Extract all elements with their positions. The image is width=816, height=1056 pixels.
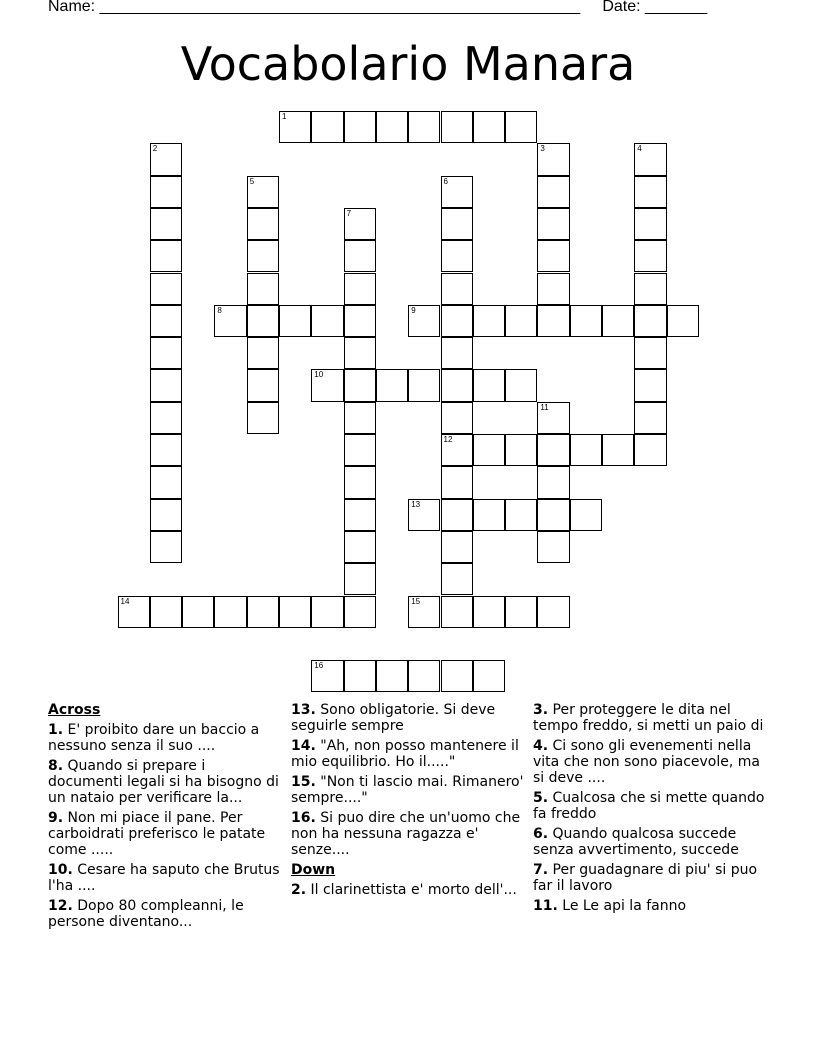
grid-cell[interactable] xyxy=(118,596,150,628)
clue-text: Cualcosa che si mette quando fa freddo xyxy=(533,790,765,822)
clue-item xyxy=(533,898,769,914)
clue-item xyxy=(291,810,527,858)
grid-cell[interactable] xyxy=(150,176,182,208)
grid-cell[interactable] xyxy=(279,111,311,143)
grid-cell[interactable] xyxy=(634,208,666,240)
grid-cell[interactable] xyxy=(247,337,279,369)
grid-cell[interactable] xyxy=(344,305,376,337)
grid-cell[interactable] xyxy=(441,434,473,466)
clue-item xyxy=(291,702,527,734)
grid-cell[interactable] xyxy=(150,337,182,369)
grid-cell[interactable] xyxy=(344,369,376,401)
clue-text: Si puo dire che un'uomo che non ha nessuna ragazza e' senze.... xyxy=(291,810,521,858)
clue-text: "Non ti lascio mai. Rimanero' sempre...." xyxy=(291,774,524,806)
grid-cell[interactable] xyxy=(441,499,473,531)
cell-number: 5 xyxy=(249,176,255,186)
grid-cell[interactable] xyxy=(311,305,343,337)
grid-cell[interactable] xyxy=(537,143,569,175)
grid-cell[interactable] xyxy=(537,208,569,240)
grid-cell[interactable] xyxy=(505,111,537,143)
clue-number: 16. xyxy=(291,810,316,826)
clue-item xyxy=(291,882,527,898)
clue-item xyxy=(533,826,769,858)
cell-number: 10 xyxy=(314,370,324,380)
grid-cell[interactable] xyxy=(150,143,182,175)
grid-cell[interactable] xyxy=(441,273,473,305)
clues-column-3 xyxy=(533,702,769,918)
grid-cell[interactable] xyxy=(537,531,569,563)
grid-cell[interactable] xyxy=(473,434,505,466)
grid-cell[interactable] xyxy=(376,660,408,692)
cell-number: 13 xyxy=(411,499,421,509)
grid-cell[interactable] xyxy=(344,273,376,305)
grid-cell[interactable] xyxy=(344,208,376,240)
grid-cell[interactable] xyxy=(537,466,569,498)
clue-number: 5. xyxy=(533,790,549,806)
grid-cell[interactable] xyxy=(667,305,699,337)
cell-number: 16 xyxy=(314,661,324,671)
grid-cell[interactable] xyxy=(214,305,246,337)
grid-cell[interactable] xyxy=(408,369,440,401)
clue-number: 12. xyxy=(48,898,73,914)
grid-cell[interactable] xyxy=(150,466,182,498)
grid-cell[interactable] xyxy=(602,434,634,466)
grid-cell[interactable] xyxy=(150,402,182,434)
grid-cell[interactable] xyxy=(473,660,505,692)
grid-cell[interactable] xyxy=(634,305,666,337)
across-heading: Across xyxy=(48,702,101,718)
cell-number: 1 xyxy=(282,112,287,121)
grid-cell[interactable] xyxy=(602,305,634,337)
grid-cell[interactable] xyxy=(150,273,182,305)
clue-item xyxy=(533,702,769,734)
grid-cell[interactable] xyxy=(537,240,569,272)
grid-cell[interactable] xyxy=(247,273,279,305)
clue-number: 15. xyxy=(291,774,316,790)
clue-number: 3. xyxy=(533,702,549,718)
grid-cell[interactable] xyxy=(537,499,569,531)
clue-text: Dopo 80 compleanni, le persone diventano... xyxy=(48,898,244,930)
name-date-line[interactable]: Name: ______________________________________________________ Date: _______ xyxy=(48,0,708,15)
grid-cell[interactable] xyxy=(441,563,473,595)
clue-item xyxy=(533,862,769,894)
grid-cell[interactable] xyxy=(537,273,569,305)
clue-number: 13. xyxy=(291,702,316,718)
grid-cell[interactable] xyxy=(311,596,343,628)
clue-text: Ci sono gli evenementi nella vita che non sono piacevole, ma si deve .... xyxy=(533,738,760,786)
clue-item xyxy=(48,898,284,930)
grid-cell[interactable] xyxy=(570,499,602,531)
grid-cell[interactable] xyxy=(441,240,473,272)
grid-cell[interactable] xyxy=(247,208,279,240)
grid-cell[interactable] xyxy=(344,499,376,531)
grid-cell[interactable] xyxy=(150,369,182,401)
cell-number: 2 xyxy=(152,144,158,154)
grid-cell[interactable] xyxy=(408,596,440,628)
clue-text: Per proteggere le dita nel tempo freddo, si metti un paio di xyxy=(533,702,764,734)
grid-cell[interactable] xyxy=(247,402,279,434)
grid-cell[interactable] xyxy=(537,402,569,434)
clue-text: Quando si prepare i documenti legali si ha bisogno di un nataio per verificare la... xyxy=(48,758,279,806)
clue-number: 4. xyxy=(533,738,549,754)
cell-number: 15 xyxy=(411,596,421,606)
grid-cell[interactable] xyxy=(150,305,182,337)
grid-cell[interactable] xyxy=(634,337,666,369)
grid-cell[interactable] xyxy=(344,466,376,498)
clues-column-2 xyxy=(291,702,527,902)
grid-cell[interactable] xyxy=(247,305,279,337)
grid-cell[interactable] xyxy=(537,434,569,466)
clue-number: 7. xyxy=(533,862,549,878)
clue-text: Sono obligatorie. Si deve seguirle sempre xyxy=(291,702,496,734)
grid-cell[interactable] xyxy=(182,596,214,628)
grid-cell[interactable] xyxy=(634,143,666,175)
grid-cell[interactable] xyxy=(473,305,505,337)
clue-number: 10. xyxy=(48,862,73,878)
clue-item xyxy=(533,790,769,822)
grid-cell[interactable] xyxy=(634,434,666,466)
clue-text: Quando qualcosa succede senza avvertimento, succede xyxy=(533,826,739,858)
clue-text: E' proibito dare un baccio a nessuno senza il suo .... xyxy=(48,722,260,754)
grid-cell[interactable] xyxy=(441,111,473,143)
grid-cell[interactable] xyxy=(344,337,376,369)
grid-cell[interactable] xyxy=(570,305,602,337)
clue-item xyxy=(48,758,284,806)
grid-cell[interactable] xyxy=(473,369,505,401)
clue-text: Per guadagnare di piu' si puo far il lavoro xyxy=(533,862,758,894)
clue-item xyxy=(48,810,284,858)
grid-cell[interactable] xyxy=(247,176,279,208)
grid-cell[interactable] xyxy=(441,402,473,434)
grid-cell[interactable] xyxy=(344,596,376,628)
grid-cell[interactable] xyxy=(473,111,505,143)
clue-text: Cesare ha saputo che Brutus l'ha .... xyxy=(48,862,280,894)
grid-cell[interactable] xyxy=(441,660,473,692)
grid-cell[interactable] xyxy=(408,499,440,531)
grid-cell[interactable] xyxy=(150,499,182,531)
clue-number: 9. xyxy=(48,810,64,826)
grid-cell[interactable] xyxy=(505,596,537,628)
grid-cell[interactable] xyxy=(247,596,279,628)
grid-cell[interactable] xyxy=(150,531,182,563)
grid-cell[interactable] xyxy=(311,111,343,143)
grid-cell[interactable] xyxy=(344,434,376,466)
grid-cell[interactable] xyxy=(473,499,505,531)
grid-cell[interactable] xyxy=(344,111,376,143)
grid-cell[interactable] xyxy=(570,434,602,466)
cell-number: 9 xyxy=(411,305,416,315)
grid-cell[interactable] xyxy=(441,305,473,337)
cell-number: 7 xyxy=(346,208,352,218)
grid-cell[interactable] xyxy=(537,596,569,628)
cell-number: 3 xyxy=(540,144,545,154)
cell-number: 14 xyxy=(120,596,130,606)
cell-number: 4 xyxy=(637,144,642,154)
clue-number: 8. xyxy=(48,758,64,774)
clue-text: Il clarinettista e' morto dell'... xyxy=(306,882,517,898)
grid-cell[interactable] xyxy=(634,402,666,434)
grid-cell[interactable] xyxy=(505,305,537,337)
grid-cell[interactable] xyxy=(311,660,343,692)
grid-cell[interactable] xyxy=(150,208,182,240)
grid-cell[interactable] xyxy=(634,369,666,401)
grid-cell[interactable] xyxy=(150,434,182,466)
grid-cell[interactable] xyxy=(376,369,408,401)
clue-item xyxy=(291,774,527,806)
grid-cell[interactable] xyxy=(311,369,343,401)
clues-column-1 xyxy=(48,702,284,934)
grid-cell[interactable] xyxy=(634,240,666,272)
grid-cell[interactable] xyxy=(441,466,473,498)
clue-text: Le Le api la fanno xyxy=(557,898,687,914)
grid-cell[interactable] xyxy=(150,596,182,628)
clue-item xyxy=(48,722,284,754)
grid-cell[interactable] xyxy=(441,531,473,563)
grid-cell[interactable] xyxy=(376,111,408,143)
grid-cell[interactable] xyxy=(344,402,376,434)
grid-cell[interactable] xyxy=(214,596,246,628)
grid-cell[interactable] xyxy=(441,596,473,628)
cell-number: 8 xyxy=(217,305,222,315)
clue-number: 6. xyxy=(533,826,549,842)
grid-cell[interactable] xyxy=(344,240,376,272)
grid-cell[interactable] xyxy=(634,273,666,305)
clue-number: 1. xyxy=(48,722,64,738)
grid-cell[interactable] xyxy=(441,176,473,208)
clue-item xyxy=(48,862,284,894)
grid-cell[interactable] xyxy=(150,240,182,272)
grid-cell[interactable] xyxy=(537,305,569,337)
cell-number: 12 xyxy=(443,435,453,444)
clue-number: 2. xyxy=(291,882,307,898)
cell-number: 6 xyxy=(443,176,448,186)
grid-cell[interactable] xyxy=(634,176,666,208)
grid-cell[interactable] xyxy=(279,305,311,337)
grid-cell[interactable] xyxy=(247,369,279,401)
grid-cell[interactable] xyxy=(441,208,473,240)
clue-item xyxy=(291,738,527,770)
grid-cell[interactable] xyxy=(441,337,473,369)
grid-cell[interactable] xyxy=(344,660,376,692)
clue-number: 11. xyxy=(533,898,558,914)
grid-cell[interactable] xyxy=(344,563,376,595)
clue-item xyxy=(533,738,769,786)
grid-cell[interactable] xyxy=(408,111,440,143)
clue-text: "Ah, non posso mantenere il mio equilibrio. Ho il....." xyxy=(291,738,519,770)
down-heading: Down xyxy=(291,862,336,878)
clue-text: Non mi piace il pane. Per carboidrati preferisco le patate come ..... xyxy=(48,810,266,858)
cell-number: 11 xyxy=(540,402,549,412)
grid-cell[interactable] xyxy=(344,531,376,563)
grid-cell[interactable] xyxy=(473,596,505,628)
grid-cell[interactable] xyxy=(505,499,537,531)
clue-number: 14. xyxy=(291,738,316,754)
grid-cell[interactable] xyxy=(408,305,440,337)
grid-cell[interactable] xyxy=(279,596,311,628)
grid-cell[interactable] xyxy=(408,660,440,692)
grid-cell[interactable] xyxy=(441,369,473,401)
page-title: Vocabolario Manara xyxy=(180,37,636,91)
grid-cell[interactable] xyxy=(505,434,537,466)
grid-cell[interactable] xyxy=(247,240,279,272)
grid-cell[interactable] xyxy=(537,176,569,208)
grid-cell[interactable] xyxy=(505,369,537,401)
